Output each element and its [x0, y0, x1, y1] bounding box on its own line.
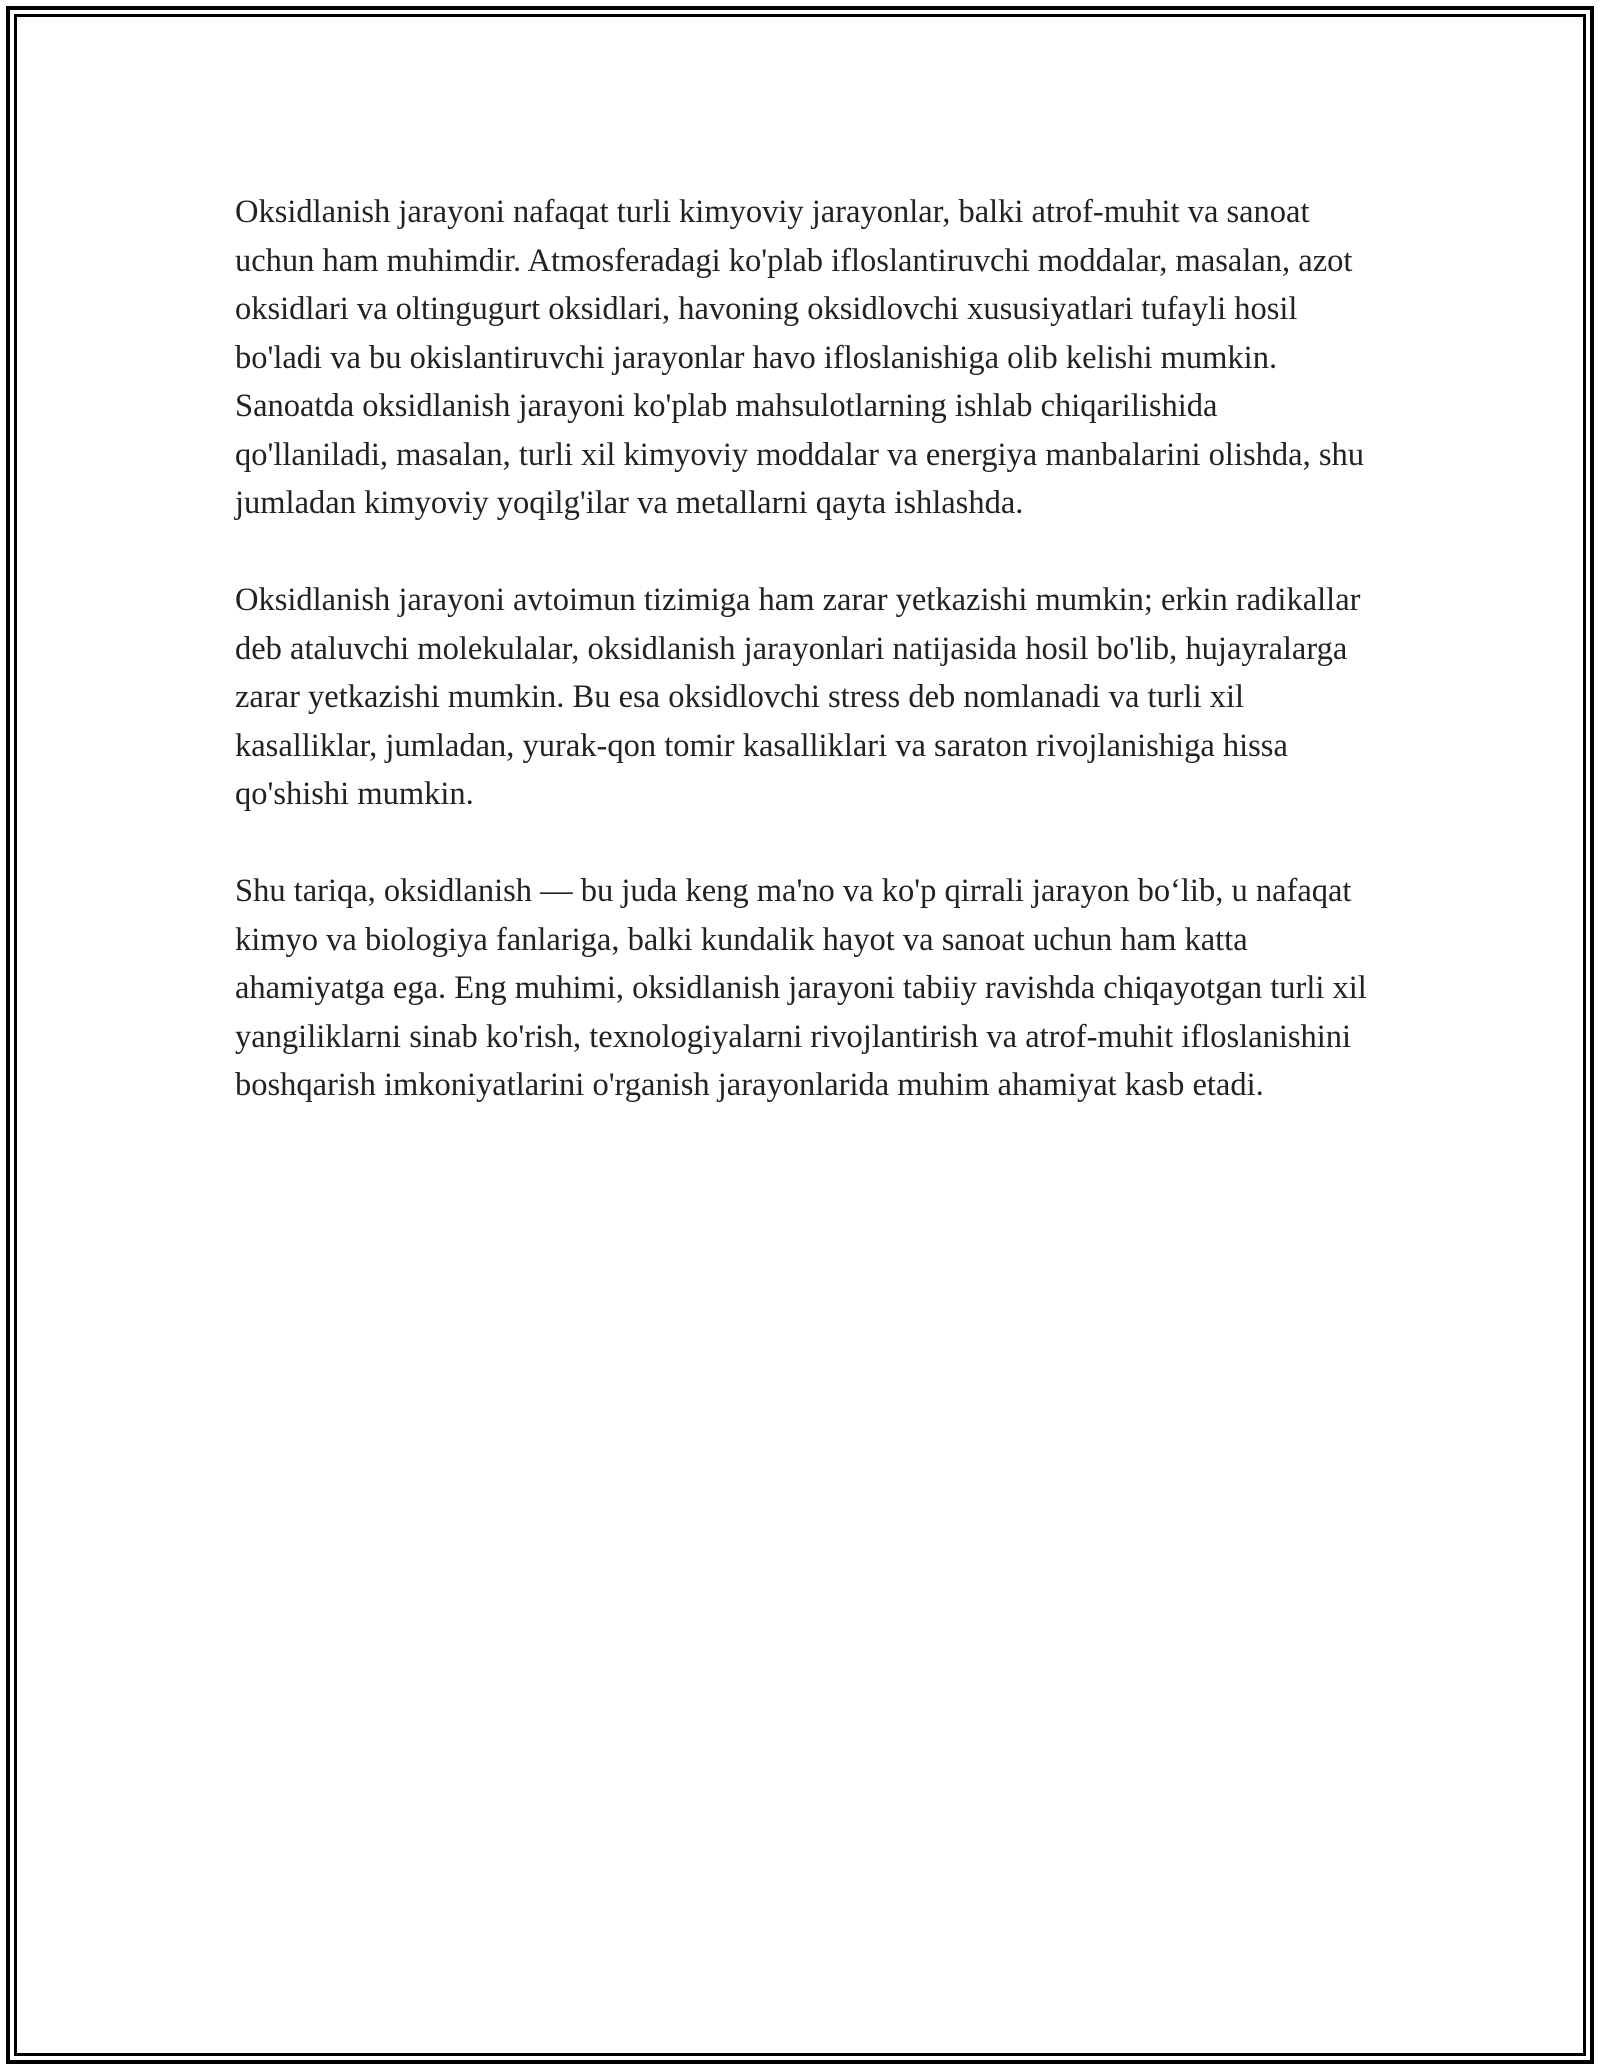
- paragraph-1: Oksidlanish jarayoni nafaqat turli kimyoviy jarayonlar, balki atrof-muhit va sanoat uchun ham muhimdir. Atmosferadagi ko'plab ifloslantiruvchi moddalar, masalan, azot oksidlari va oltingugurt oksidlari, havoning oksidlovchi xususiyatlari tufayli hosil bo'ladi va bu okislantiruvchi jarayonlar havo ifloslanishiga olib kelishi mumkin. Sanoatda oksidlanish jarayoni ko'plab mahsulotlarning ishlab chiqarilishida qo'llaniladi, masalan, turli xil kimyoviy moddalar va energiya manbalarini olishda, shu jumladan kimyoviy yoqilg'ilar va metallarni qayta ishlashda.: [235, 194, 1364, 521]
- paragraph-2: Oksidlanish jarayoni avtoimun tizimiga ham zarar yetkazishi mumkin; erkin radikallar deb ataluvchi molekulalar, oksidlanish jarayonlari natijasida hosil bo'lib, hujayralarga zarar yetkazishi mumkin. Bu esa oksidlovchi stress deb nomlanadi va turli xil kasalliklar, jumladan, yurak-qon tomir kasalliklari va saraton rivojlanishiga hissa qo'shishi mumkin.: [235, 582, 1361, 812]
- document-body: [235, 188, 1375, 1158]
- paragraph-3: Shu tariqa, oksidlanish — bu juda keng ma'no va ko'p qirrali jarayon bo‘lib, u nafaqat kimyo va biologiya fanlariga, balki kundalik hayot va sanoat uchun ham katta ahamiyatga ega. Eng muhimi, oksidlanish jarayoni tabiiy ravishda chiqayotgan turli xil yangiliklarni sinab ko'rish, texnologiyalarni rivojlantirish va atrof-muhit ifloslanishini boshqarish imkoniyatlarini o'rganish jarayonlarida muhim ahamiyat kasb etadi.: [235, 873, 1367, 1103]
